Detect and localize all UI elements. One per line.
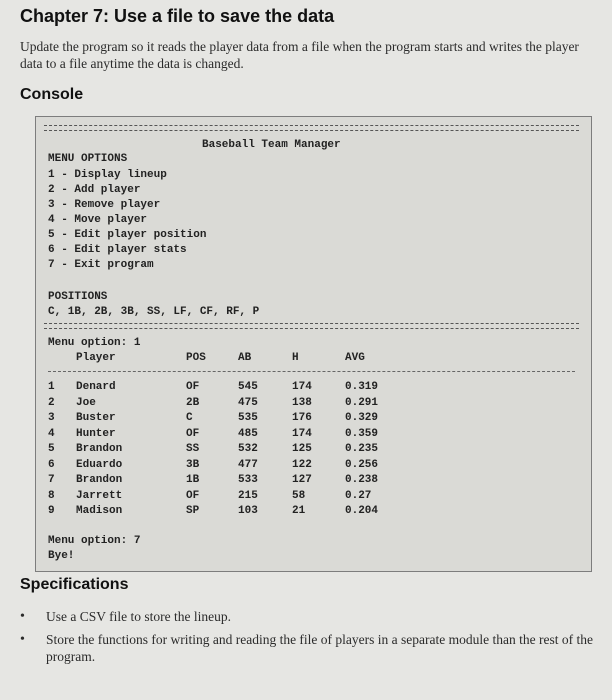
player-name: Jarrett	[76, 489, 123, 502]
player-h: 125	[292, 443, 312, 455]
menu-prompt: Menu option: 1	[48, 337, 141, 349]
row-number: 8	[48, 489, 55, 502]
row-number: 4	[48, 427, 55, 440]
console-heading: Console	[20, 86, 84, 103]
player-name: Brandon	[76, 474, 123, 486]
player-ab: 485	[238, 427, 258, 440]
player-name: Hunter	[76, 427, 116, 440]
player-pos: 1B	[186, 474, 200, 486]
header-pos: POS	[186, 352, 206, 364]
menu-heading: MENU OPTIONS	[48, 153, 128, 165]
player-avg: 0.329	[345, 412, 379, 424]
player-avg: 0.238	[345, 474, 379, 486]
player-h: 176	[292, 412, 312, 424]
player-name: Buster	[76, 412, 116, 424]
bottom-separator	[44, 323, 579, 329]
spec-item	[20, 631, 600, 665]
specs-list	[20, 608, 600, 671]
player-avg: 0.359	[345, 427, 379, 440]
player-pos: SS	[186, 443, 200, 455]
menu-item: 4 - Move player	[48, 214, 148, 226]
bullet-icon: •	[20, 632, 25, 647]
intro-paragraph: Update the program so it reads the player data from a file when the program starts and writes the player data to a file anytime the data is changed.	[20, 39, 579, 71]
row-number: 3	[48, 412, 55, 424]
positions-heading: POSITIONS	[48, 291, 108, 303]
player-ab: 532	[238, 443, 258, 455]
player-h: 21	[292, 505, 306, 517]
menu-item: 2 - Add player	[48, 184, 141, 196]
header-h: H	[292, 352, 299, 364]
player-pos: SP	[186, 505, 200, 517]
player-name: Brandon	[76, 443, 123, 455]
specs-heading: Specifications	[20, 576, 129, 593]
menu-item: 5 - Edit player position	[48, 229, 207, 241]
row-number: 9	[48, 505, 55, 517]
player-name: Eduardo	[76, 458, 123, 471]
spec-text: Store the functions for writing and reading the file of players in a separate module than the rest of the program.	[46, 632, 593, 664]
player-h: 127	[292, 474, 312, 486]
chapter-title: Chapter 7: Use a file to save the data	[20, 6, 335, 26]
spec-item	[20, 608, 600, 625]
player-pos: OF	[186, 381, 200, 393]
player-avg: 0.319	[345, 381, 379, 393]
row-number: 7	[48, 474, 55, 486]
row-number: 6	[48, 458, 55, 471]
player-ab: 535	[238, 412, 258, 424]
menu-item: 3 - Remove player	[48, 199, 161, 211]
header-avg: AVG	[345, 352, 365, 364]
row-number: 5	[48, 443, 55, 455]
row-number: 2	[48, 396, 55, 409]
row-number: 1	[48, 381, 55, 393]
player-h: 138	[292, 396, 312, 409]
player-h: 122	[292, 458, 312, 471]
menu-item: 6 - Edit player stats	[48, 244, 187, 256]
player-name: Joe	[76, 396, 96, 409]
positions-list: C, 1B, 2B, 3B, SS, LF, CF, RF, P	[48, 306, 260, 318]
bullet-icon: •	[20, 609, 25, 624]
menu-item: 7 - Exit program	[48, 259, 154, 271]
player-name: Madison	[76, 505, 123, 517]
player-pos: 3B	[186, 458, 200, 471]
player-h: 174	[292, 381, 312, 393]
header-player: Player	[76, 352, 116, 364]
player-avg: 0.27	[345, 489, 372, 502]
menu-item: 1 - Display lineup	[48, 169, 167, 181]
spec-text: Use a CSV file to store the lineup.	[46, 609, 231, 624]
player-ab: 215	[238, 489, 258, 502]
player-ab: 103	[238, 505, 258, 517]
player-h: 58	[292, 489, 306, 502]
top-separator	[44, 125, 579, 131]
exit-message: Bye!	[48, 550, 75, 562]
player-h: 174	[292, 427, 312, 440]
player-ab: 545	[238, 381, 258, 393]
player-pos: OF	[186, 427, 200, 440]
header-ab: AB	[238, 352, 252, 364]
player-pos: OF	[186, 489, 200, 502]
player-pos: C	[186, 412, 193, 424]
console-box	[35, 116, 592, 572]
app-title: Baseball Team Manager	[202, 139, 341, 151]
player-name: Denard	[76, 381, 116, 393]
player-pos: 2B	[186, 396, 200, 409]
player-avg: 0.235	[345, 443, 379, 455]
player-ab: 475	[238, 396, 258, 409]
menu-prompt: Menu option: 7	[48, 535, 141, 547]
player-ab: 477	[238, 458, 258, 471]
player-avg: 0.256	[345, 458, 379, 471]
table-divider	[48, 371, 575, 372]
player-avg: 0.291	[345, 396, 379, 409]
player-avg: 0.204	[345, 505, 379, 517]
player-ab: 533	[238, 474, 258, 486]
